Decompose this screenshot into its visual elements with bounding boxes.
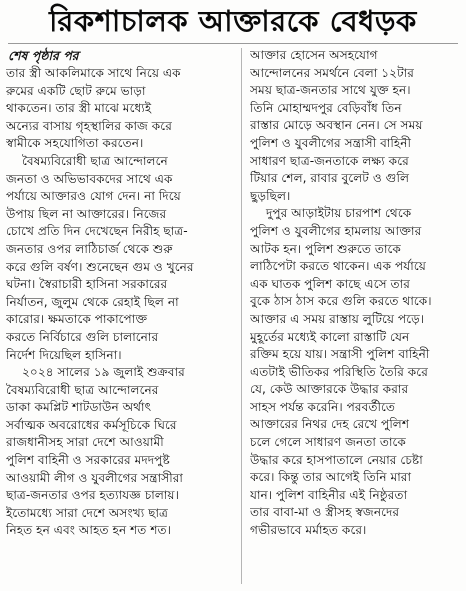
text-line: রুমের একটি ছোট রুমে ভাড়া: [6, 83, 146, 98]
text-line: নির্দেশ দিয়েছিল হাসিনা।: [6, 347, 122, 362]
text-line: ইতোমধ্যে সারা দেশে অসংখ্য ছাত্র: [6, 505, 168, 520]
text-line: আন্দোলনের সমর্থনে বেলা ১২টার: [250, 65, 414, 80]
text-line: সময় ছাত্র-জনতার সাথে যুক্ত হন।: [250, 83, 411, 98]
text-line: জনতার ওপর লাঠিচার্জ থেকে শুরু: [6, 241, 173, 256]
text-line: সাহস পর্যন্ত করেনি। পরবর্তীতে: [250, 399, 396, 414]
text-line: বৈষম্যবিরোধী ছাত্র আন্দোলনে: [22, 153, 168, 168]
text-line: মুহূর্তের মধ্যেই কালো রাস্তাটি যেন: [250, 329, 410, 344]
text-line: পুলিশ ও যুবলীগের হামলায় আক্তার: [250, 223, 422, 238]
text-line: পুলিশ বাহিনী ও সরকারের মদদপুষ্ট: [6, 453, 170, 468]
text-line: রক্তিম হয়ে যায়। সন্ত্রাসী পুলিশ বাহিনী: [250, 347, 430, 362]
text-line: আওয়ামী লীগ ও যুবলীগের সন্ত্রাসীরা: [6, 470, 183, 485]
column-divider: [241, 48, 242, 584]
continuation-kicker: শেষ পৃষ্ঠার পর: [8, 48, 79, 63]
text-line: যান। পুলিশ বাহিনীর এই নিষ্ঠুরতা: [250, 487, 408, 502]
text-line: নিহত হন এবং আহত হন শত শত।: [6, 523, 172, 538]
text-line: অন্যের বাসায় গৃহস্থালির কাজ করে: [6, 118, 172, 133]
text-line: তার বাবা-মা ও স্ত্রীসহ স্বজনদের: [250, 505, 400, 520]
text-line: চলে গেলে সাধারণ জনতা তাকে: [250, 435, 406, 450]
text-line: রাস্তার মোড়ে অবস্থান নেন। সে সময়: [250, 118, 423, 133]
text-line: এক ঘাতক পুলিশ কাছে এসে তার: [250, 276, 410, 291]
text-line: তার স্ত্রী আকলিমাকে সাথে নিয়ে এক: [6, 66, 181, 80]
text-line: থাকতেন। তার স্ত্রী মাঝে মধ্যেই: [6, 101, 152, 116]
text-line: সাধারণ ছাত্র-জনতাকে লক্ষ্য করে: [250, 153, 409, 168]
text-line: ২০২৪ সালের ১৯ জুলাই শুক্রবার: [22, 365, 185, 380]
headline-rule: [8, 43, 458, 44]
right-column: [250, 47, 462, 587]
text-line: করে। কিন্তু তার আগেই তিনি মারা: [250, 470, 412, 485]
text-line: আটক হন। পুলিশ শুরুতে তাকে: [250, 241, 401, 256]
text-line: চোখে প্রতি দিন দেখেছেন নিরীহ ছাত্র-: [6, 224, 188, 239]
text-line: লাঠিপেটা করতে থাকেন। এক পর্যায়ে: [250, 259, 426, 274]
text-line: কারোর। ক্ষমতাকে পাকাপোক্ত: [6, 312, 148, 327]
text-line: উদ্ধার করে হাসপাতালে নেয়ার চেষ্টা: [250, 452, 423, 467]
text-line: স্বামীকে সহযোগিতা করতেন।: [6, 136, 144, 151]
text-line: তিনি মোহাম্মদপুর বেড়িবাঁধ তিন: [250, 100, 402, 115]
text-line: করতে নির্বিচারে গুলি চালানোর: [6, 329, 159, 344]
text-line: রাজধানীসহ সারা দেশে আওয়ামী: [6, 435, 164, 450]
text-line: জনতা ও অভিভাবকদের সাথে এক: [6, 171, 173, 186]
headline: রিকশাচালক আক্তারকে বেধড়ক: [49, 4, 417, 38]
left-column: [6, 47, 232, 587]
text-line: বৈষম্যবিরোধী ছাত্র আন্দোলনের: [6, 382, 159, 397]
text-line: আক্তারের নিথর দেহ রেখে পুলিশ: [250, 417, 410, 432]
text-line: আক্তার হোসেন অসহযোগ: [250, 48, 378, 62]
text-line: ছুড়ছিল।: [250, 188, 291, 203]
text-line: ঘটনা। স্বৈরাচারী হাসিনা সরকারের: [6, 277, 168, 292]
text-line: ছাত্র-জনতার ওপর হত্যাযজ্ঞ চালায়।: [6, 488, 179, 503]
text-line: পর্যায়ে আক্তারও যোগ দেন। না দিয়ে: [6, 189, 181, 204]
text-line: করে গুলি বর্ষণ। শুনেছেন গুম ও খুনের: [6, 259, 194, 274]
text-line: ডাকা কমপ্লিট শাটডাউন অর্থাৎ: [6, 400, 152, 415]
text-line: বুকে ঠাস ঠাস করে গুলি করতে থাকে।: [250, 294, 432, 309]
text-line: দুপুর আড়াইটায় চারপাশ থেকে: [266, 206, 412, 221]
text-line: সর্বাত্মক অবরোধের কর্মসূচিকে ঘিরে: [6, 417, 177, 432]
text-line: আক্তার এ সময় রাস্তায় লুটিয়ে পড়ে।: [250, 311, 425, 326]
text-line: এতটাই ভীতিকর পরিস্থিতি তৈরি করে: [250, 364, 428, 379]
text-line: যে, কেউ আক্তারকে উদ্ধার করার: [250, 382, 409, 397]
text-line: গভীরভাবে মর্মাহত করে।: [250, 523, 367, 538]
text-line: উপায় ছিল না আক্তারের। নিজের: [6, 206, 167, 221]
text-line: টিয়ার শেল, রাবার বুলেট ও গুলি: [250, 171, 410, 186]
text-line: নির্যাতন, জুলুম থেকে রেহাই ছিল না: [6, 294, 179, 309]
text-line: পুলিশ ও যুবলীগের সন্ত্রাসী বাহিনী: [250, 135, 412, 150]
